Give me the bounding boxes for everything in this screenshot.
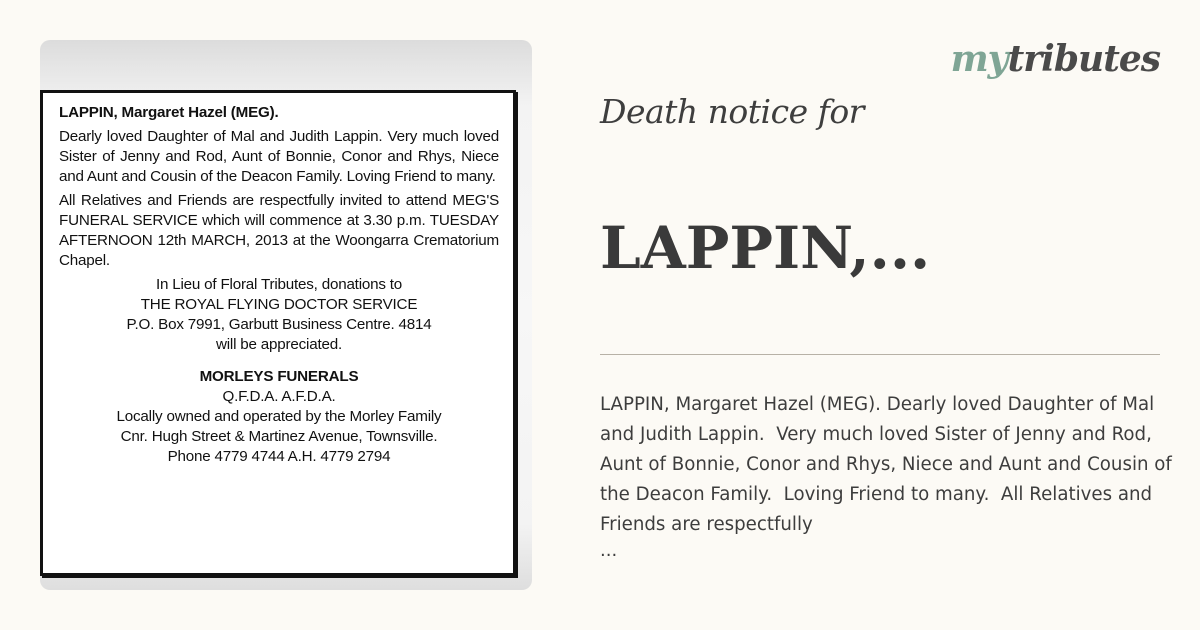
page-subtitle: Death notice for [600,92,864,131]
notice-funeral-line: Cnr. Hugh Street & Martinez Avenue, Townsville. [120,428,438,445]
deceased-name-title: LAPPIN,... [600,214,931,282]
excerpt-ellipsis: ... [600,540,618,561]
notice-clipping [40,90,516,576]
notice-donation-line: P.O. Box 7991, Garbutt Business Centre. 4814 [126,316,432,333]
logo-my: my [950,38,1008,80]
notice-heading: LAPPIN, Margaret Hazel (MEG). [59,104,279,121]
notice-donation-line: In Lieu of Floral Tributes, donations to [155,276,403,293]
death-notice-image [40,40,532,590]
notice-funeral-home: MORLEYS FUNERALS [199,368,359,385]
notice-paragraph-family: Dearly loved Daughter of Mal and Judith Lappin. Very much loved Sister of Jenny and Rod, Aunt of Bonnie, Conor and Rhys, Niece and Aunt and Cousin of the Deacon Family. Loving Friend to many. [59,128,499,185]
notice-donation-line: will be appreciated. [215,336,342,353]
notice-funeral-line: Locally owned and operated by the Morley Family [116,408,442,425]
mytributes-logo [951,38,1160,80]
logo-tributes: tributes [1007,38,1160,80]
notice-paragraph-service: All Relatives and Friends are respectfully invited to attend MEG'S FUNERAL SERVICE which will commence at 3.30 p.m. TUESDAY AFTERNOON 12th MARCH, 2013 at the Woongarra Crematorium Chapel. [59,192,499,269]
divider [600,354,1160,355]
notice-donation-line: THE ROYAL FLYING DOCTOR SERVICE [140,296,418,313]
notice-funeral-line: Q.F.D.A. A.F.D.A. [222,388,336,405]
notice-excerpt: LAPPIN, Margaret Hazel (MEG). Dearly loved Daughter of Mal and Judith Lappin. Very much loved Sister of Jenny and Rod, Aunt of Bonnie, Conor and Rhys, Niece and Aunt and Cousin of the Deacon Family. Loving Friend to many. All Relatives and Friends are respectfully [600,394,1178,535]
notice-funeral-line: Phone 4779 4744 A.H. 4779 2794 [167,448,391,465]
